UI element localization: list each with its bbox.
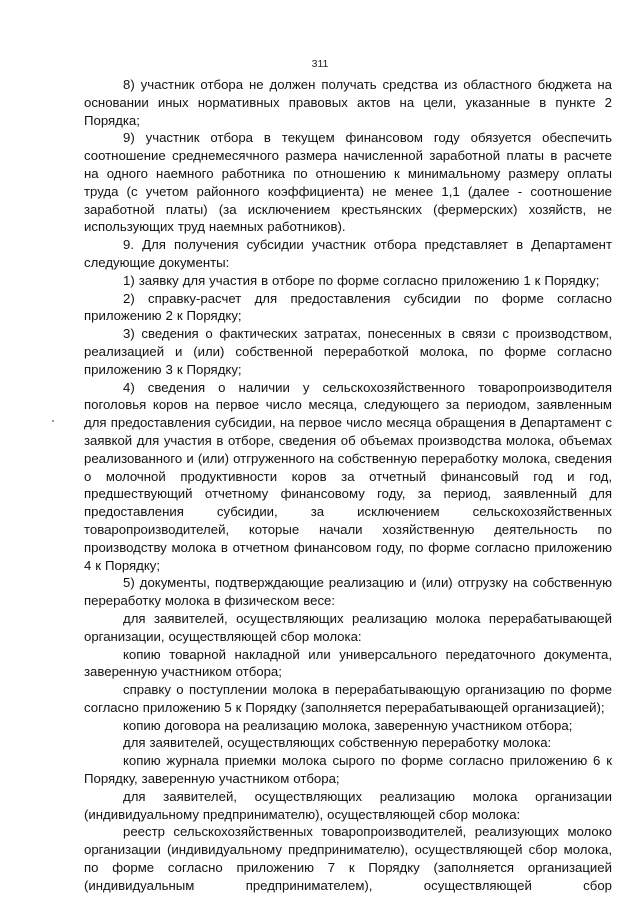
paragraph: справку о поступлении молока в перерабатывающую организацию по форме согласно приложению 5 к Порядку (заполняется перерабатывающей организацией); xyxy=(84,682,612,715)
paragraph: копию договора на реализацию молока, заверенную участником отбора; xyxy=(123,717,573,733)
paragraph: реестр сельскохозяйственных товаропроизводителей, реализующих молоко организации (индивидуальному предпринимателю), осуществляющей сбор молока, по форме согласно приложению 7 к Порядку (заполняется организацией (индивидуальным предпринимателем), осуществляющей сбор xyxy=(84,824,612,893)
scan-speck xyxy=(52,420,54,422)
paragraph: 3) сведения о фактических затратах, понесенных в связи с производством, реализацией и (или) собственной переработкой молока, по форме согласно приложению 3 к Порядку; xyxy=(84,326,612,377)
paragraph: копию журнала приемки молока сырого по форме согласно приложению 6 к Порядку, заверенную участником отбора; xyxy=(84,753,612,787)
page-number: 311 xyxy=(311,58,329,70)
paragraph: 2) справку-расчет для предоставления субсидии по форме согласно приложению 2 к Порядку; xyxy=(84,290,612,324)
document-body xyxy=(84,76,612,895)
paragraph: 9) участник отбора в текущем финансовом году обязуется обеспечить соотношение среднемесячного размера начисленной заработной платы в расчете на одного наемного работника по отношению к минимальному размеру оплаты труда (с учетом районного коэффициента) не менее 1,1 (далее - соотношение заработной платы) (за исключением крестьянских (фермерских) хозяйств, не использующих труд наемных работников). xyxy=(84,130,612,235)
paragraph: 8) участник отбора не должен получать средства из областного бюджета на основании иных нормативных правовых актов на цели, указанные в пункте 2 Порядка; xyxy=(84,77,612,128)
paragraph: для заявителей, осуществляющих собственную переработку молока: xyxy=(123,735,552,751)
paragraph: копию товарной накладной или универсального передаточного документа, заверенную участником отбора; xyxy=(84,646,612,680)
paragraph: для заявителей, осуществляющих реализацию молока организации (индивидуальному предпринимателю), осуществляющей сбор молока: xyxy=(84,788,612,822)
paragraph: 5) документы, подтверждающие реализацию и (или) отгрузку на собственную переработку молока в физическом весе: xyxy=(84,575,612,609)
paragraph: для заявителей, осуществляющих реализацию молока перерабатывающей организации, осуществляющей сбор молока: xyxy=(84,610,612,644)
paragraph: 1) заявку для участия в отборе по форме согласно приложению 1 к Порядку; xyxy=(123,272,600,288)
paragraph: 4) сведения о наличии у сельскохозяйственного товаропроизводителя поголовья коров на первое число месяца, следующего за периодом, заявленным для предоставления субсидии, на первое число месяца обращения в Департамент с заявкой для участия в отборе, сведения об объемах производства молока, объемах реализованного и (или) отгруженного на собственную переработку молока, сведения о молочной продуктивности коров за отчетный финансовый год и год, предшествующий отчетному финансовому году, за период, заявленный для предоставления субсидии, за исключением сельскохозяйственных товаропроизводителей, которые начали хозяйственную деятельность по производству молока в отчетном финансовом году, по форме согласно приложению 4 к Порядку; xyxy=(84,379,612,573)
paragraph: 9. Для получения субсидии участник отбора представляет в Департамент следующие документы: xyxy=(84,237,612,270)
